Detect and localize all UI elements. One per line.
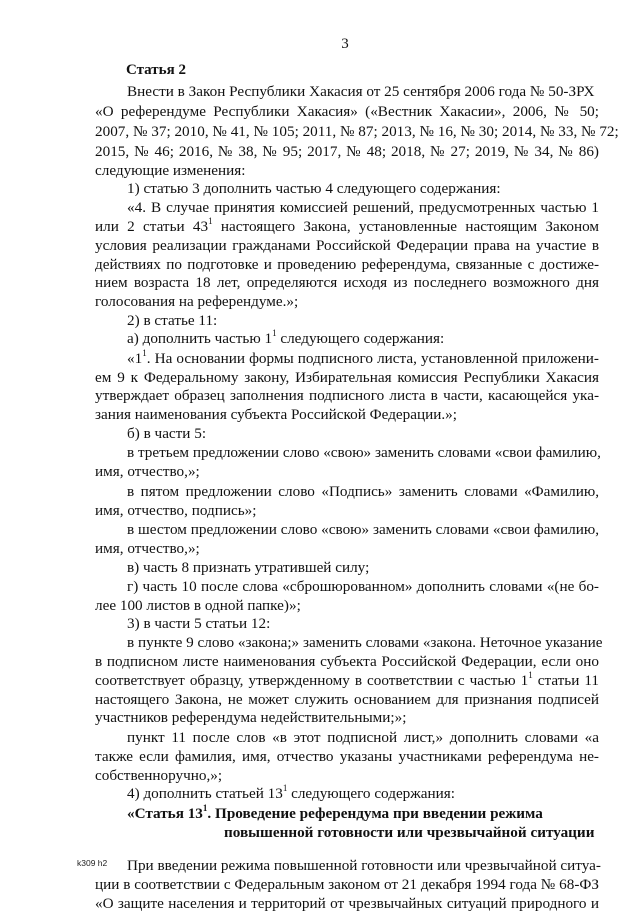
- text-line: г) часть 10 после слова «сброшюрованном» дополнить словами «(не бо-: [127, 578, 599, 595]
- text-line: в) часть 8 признать утратившей силу;: [127, 559, 370, 576]
- text-line: лее 100 листов в одной папке)»;: [95, 597, 301, 614]
- text-line: ции в соответствии с Федеральным законом от 21 декабря 1994 года № 68-ФЗ: [95, 876, 599, 893]
- text-line: 2) в статье 11:: [127, 312, 218, 329]
- text-line: 2015, № 46; 2016, № 38, № 95; 2017, № 48; 2018, № 27; 2019, № 34, № 86): [95, 143, 599, 160]
- text-line: настоящего Закона, не может служить основанием для признания подписей: [95, 691, 599, 708]
- text-line: зания наименования субъекта Российской Федерации.»;: [95, 406, 457, 423]
- text-line: действиях по подготовке и проведению референдума, связанные с достиже-: [95, 256, 599, 273]
- text-line: 4) дополнить статьей $13^1$ следующего содержания:: [127, 783, 455, 802]
- text-line: в подписном листе наименования субъекта Российской Федерации, если оно: [95, 653, 599, 670]
- text-line: имя, отчество, подпись»;: [95, 502, 257, 519]
- text-line: 1) статью 3 дополнить частью 4 следующего содержания:: [127, 180, 501, 197]
- text-line: Внести в Закон Республики Хакасия от 25 сентября 2006 года № 50-ЗРХ: [127, 83, 595, 100]
- text-line: условия реализации гражданами Российской Федерации права на участие в: [95, 237, 599, 254]
- text-line: б) в части 5:: [127, 425, 207, 442]
- article-13-1-title-cont: повышенной готовности или чрезвычайной ситуации: [224, 824, 595, 841]
- text-line: также если фамилия, имя, отчество указаны участниками референдума не-: [95, 748, 599, 765]
- text-line: в пункте 9 слово «закона;» заменить словами «закона. Неточное указание: [127, 634, 603, 651]
- text-line: 2007, № 37; 2010, № 41, № 105; 2011, № 87; 2013, № 16, № 30; 2014, № 33, № 72;: [95, 123, 619, 140]
- text-line: имя, отчество,»;: [95, 463, 200, 480]
- text-line: «О референдуме Республики Хакасия» («Вестник Хакасии», 2006, № 50;: [95, 103, 599, 120]
- text-line: следующие изменения:: [95, 162, 246, 179]
- text-line: собственноручно,»;: [95, 767, 223, 784]
- text-line: ем 9 к Федеральному закону, Избирательная комиссия Республики Хакасия: [95, 369, 599, 386]
- text-line: утверждает образец заполнения подписного листа в части, касающейся ука-: [95, 387, 599, 404]
- text-line: «$1^1$. На основании формы подписного листа, установленной приложени-: [127, 348, 599, 367]
- page-number: 3: [341, 36, 349, 52]
- text-line: «4. В случае принятия комиссией решений, предусмотренных частью 1: [127, 199, 599, 216]
- text-line: в третьем предложении слово «свою» заменить словами «свои фамилию,: [127, 444, 601, 461]
- text-line: в шестом предложении слово «свою» заменить словами «свои фамилию,: [127, 521, 599, 538]
- text-line: имя, отчество,»;: [95, 540, 200, 557]
- footer-code: k309 h2: [77, 858, 108, 868]
- text-line: пункт 11 после слов «в этот подписной лист,» дополнить словами «а: [127, 729, 599, 746]
- text-line: а) дополнить частью $1^1$ следующего содержания:: [127, 328, 445, 347]
- text-line: 3) в части 5 статьи 12:: [127, 615, 271, 632]
- text-line: или 2 статьи $43^1$ настоящего Закона, установленные настоящим Законом: [95, 216, 599, 235]
- text-line: «О защите населения и территорий от чрезвычайных ситуаций природного и: [95, 895, 599, 912]
- article-heading: Статья 2: [126, 62, 186, 78]
- text-line: в пятом предложении слово «Подпись» заменить словами «Фамилию,: [127, 483, 599, 500]
- text-line: нием возраста 18 лет, определяются исходя из последнего возможного дня: [95, 274, 599, 291]
- text-line: При введении режима повышенной готовности или чрезвычайной ситуа-: [127, 857, 601, 874]
- article-13-1-title: «Статья $13^1$. Проведение референдума при введении режима: [127, 803, 543, 822]
- text-line: соответствует образцу, утвержденному в соответствии с частью $1^1$ статьи 11: [95, 670, 599, 689]
- text-line: участников референдума недействительными;»;: [95, 709, 407, 726]
- text-line: голосования на референдуме.»;: [95, 293, 299, 310]
